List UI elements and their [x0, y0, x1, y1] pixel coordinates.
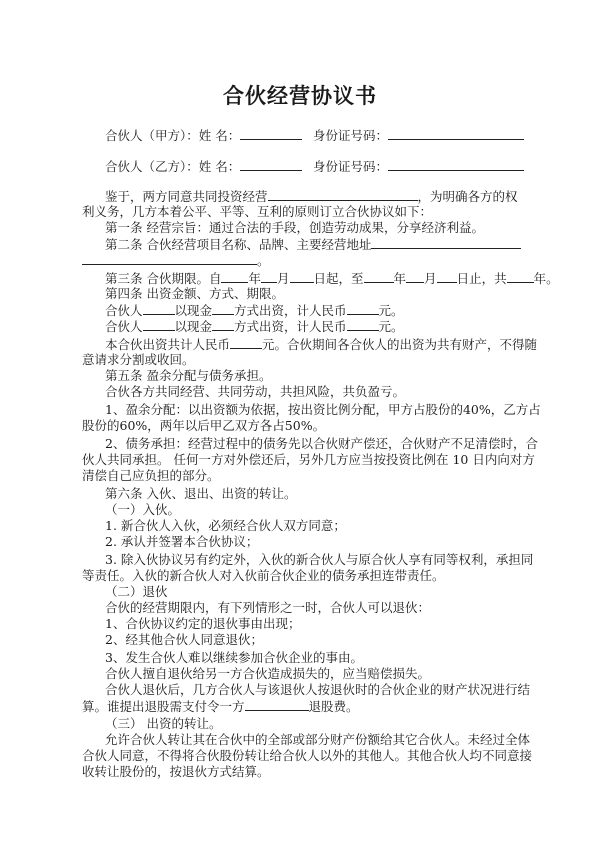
line-text: 。 [257, 253, 270, 268]
fill-in-blank[interactable] [290, 270, 314, 283]
agreement-line [105, 436, 538, 452]
party-a-name-field[interactable] [240, 127, 302, 140]
agreement-line [105, 486, 296, 502]
agreement-line [82, 452, 535, 468]
line-text: 2. 承认并签署本合伙协议； [105, 534, 259, 549]
party-a-id-field[interactable] [388, 127, 524, 140]
line-text: 方式出资，计人民币 [234, 303, 347, 318]
agreement-line [82, 568, 445, 584]
line-text: 2、债务承担：经营过程中的债务先以合伙财产偿还，合伙财产不足清偿时，合 [105, 436, 538, 451]
agreement-line [105, 616, 300, 632]
line-text: 年 [248, 271, 261, 286]
fill-in-blank[interactable] [268, 188, 418, 201]
line-text: 1、盈余分配：以出资额为依据，按出资比例分配，甲方占股份的40%，乙方占 [105, 402, 541, 417]
fill-in-blank[interactable] [261, 270, 277, 283]
agreement-line [105, 518, 346, 534]
fill-in-blank[interactable] [82, 252, 257, 265]
agreement-line [82, 698, 359, 714]
line-text: 意请求分割或收回。 [82, 352, 195, 367]
line-text: 第五条 盈余分配与债务承担。 [105, 368, 272, 383]
agreement-line [105, 732, 530, 748]
line-text: 1、合伙协议约定的退伙事由出现； [105, 616, 301, 631]
line-text: 第六条 入伙、退出、出资的转让。 [105, 486, 297, 501]
agreement-line [82, 352, 195, 368]
line-text: 以现金 [174, 303, 213, 318]
party-b-row [105, 158, 302, 175]
line-text: 年。 [533, 271, 559, 286]
party-b-name-field[interactable] [240, 158, 302, 171]
line-text: 3. 除入伙协议另有约定外，入伙的新合伙人与原合伙人享有同等权利，承担同 [105, 552, 534, 567]
line-text: 合伙人 [105, 319, 143, 334]
line-text: 第四条 出资金额、方式、期限。 [105, 286, 284, 301]
line-text: 合伙人同意，不得将合伙股份转让给合伙人以外的其他人。其他合伙人均不同意接 [82, 748, 533, 763]
agreement-line [105, 666, 430, 682]
fill-in-blank[interactable] [347, 318, 379, 331]
party-a-name-label: 合伙人（甲方）：姓 名： [105, 128, 241, 143]
fill-in-blank[interactable] [230, 336, 262, 349]
line-text: 利义务，几方本着公平、平等、互利的原则订立合伙协议如下： [82, 204, 433, 219]
line-text: 月 [277, 271, 290, 286]
line-text: 清偿自己应负担的部分。 [82, 468, 220, 483]
agreement-line [105, 270, 559, 286]
fill-in-blank[interactable] [212, 302, 234, 315]
fill-in-blank[interactable] [371, 236, 521, 249]
party-b-id-row [313, 158, 524, 175]
line-text: （三） 出资的转让。 [105, 716, 222, 731]
line-text: 第二条 合伙经营项目名称、品牌、主要经营地址 [105, 237, 372, 252]
line-text: 2、经其他合伙人同意退伙； [105, 632, 263, 647]
agreement-line [105, 682, 530, 698]
line-text: 1. 新合伙人入伙，必须经合伙人双方同意； [105, 518, 346, 533]
line-text: ，为明确各方的权 [417, 189, 518, 204]
agreement-line [105, 336, 537, 352]
agreement-line [105, 220, 484, 236]
line-text: （一）入伙。 [105, 502, 181, 517]
fill-in-blank[interactable] [245, 698, 309, 711]
fill-in-blank[interactable] [437, 270, 457, 283]
line-text: 等责任。入伙的新合伙人对入伙前合伙企业的债务承担连带责任。 [82, 568, 445, 583]
agreement-line [105, 632, 263, 648]
agreement-line [105, 368, 271, 384]
fill-in-blank[interactable] [364, 270, 394, 283]
agreement-line [105, 552, 533, 568]
fill-in-blank[interactable] [212, 318, 234, 331]
line-text: 元。合伙期间各合伙人的出资为共有财产，不得随 [262, 337, 538, 352]
agreement-line [82, 252, 270, 268]
agreement-line [105, 188, 518, 204]
agreement-line [105, 236, 521, 252]
line-text: 鉴于，两方同意共同投资经营 [105, 189, 268, 204]
line-text: 3、发生合伙人难以继续参加合伙企业的事由。 [105, 650, 363, 665]
line-text: 收转让股份的，按退伙方式结算。 [82, 764, 270, 779]
fill-in-blank[interactable] [221, 270, 248, 283]
agreement-line [105, 502, 180, 518]
line-text: 第一条 经营宗旨：通过合法的手段，创造劳动成果，分享经济利益。 [105, 220, 484, 235]
line-text: 合伙各方共同经营、共同劳动，共担风险，共负盈亏。 [105, 384, 406, 399]
party-a-row [105, 127, 302, 144]
agreement-line [82, 748, 532, 764]
agreement-line [82, 468, 220, 484]
agreement-line [82, 204, 432, 220]
party-a-id-row [313, 127, 524, 144]
line-text: 元。 [378, 303, 404, 318]
agreement-line [105, 600, 430, 616]
line-text: 年 [393, 271, 407, 286]
fill-in-blank[interactable] [507, 270, 534, 283]
fill-in-blank[interactable] [143, 302, 175, 315]
agreement-line [105, 318, 404, 334]
party-b-name-label: 合伙人（乙方）：姓 名： [105, 159, 241, 174]
agreement-line [105, 716, 221, 732]
agreement-line [105, 534, 258, 550]
agreement-line [105, 302, 404, 318]
fill-in-blank[interactable] [143, 318, 175, 331]
line-text: 伙人共同承担。 任何一方对外偿还后，另外几方应当按投资比例在 10 日内向对方 [82, 452, 535, 467]
party-a-id-label: 身份证号码： [313, 128, 389, 143]
line-text: 股份的60%，两年以后甲乙双方各占50%。 [82, 418, 326, 433]
line-text: 第三条 合伙期限。自 [105, 271, 222, 286]
line-text: 以现金 [174, 319, 213, 334]
line-text: 允许合伙人转让其在合伙中的全部或部分财产份额给其它合伙人。未经过全体 [105, 732, 531, 747]
agreement-line [82, 764, 270, 780]
agreement-line [105, 584, 168, 600]
agreement-line [105, 286, 284, 302]
line-text: 日起，至 [313, 271, 364, 286]
party-b-id-field[interactable] [388, 158, 524, 171]
agreement-line [105, 384, 405, 400]
line-text: 月 [424, 271, 437, 286]
line-text: 算。谁提出退股需支付令一方 [82, 699, 245, 714]
line-text: 合伙人 [105, 303, 143, 318]
party-b-id-label: 身份证号码： [313, 159, 389, 174]
fill-in-blank[interactable] [347, 302, 379, 315]
line-text: 方式出资，计人民币 [234, 319, 347, 334]
agreement-line [105, 650, 363, 666]
fill-in-blank[interactable] [406, 270, 424, 283]
line-text: （二）退伙 [105, 584, 168, 599]
line-text: 合伙人擅自退伙给另一方合伙造成损失的，应当赔偿损失。 [105, 666, 431, 681]
agreement-line [105, 402, 541, 418]
line-text: 日止，共 [456, 271, 507, 286]
line-text: 合伙人退伙后，几方合伙人与该退伙人按退伙时的合伙企业的财产状况进行结 [105, 682, 531, 697]
agreement-line [82, 418, 325, 434]
document-title: 合伙经营协议书 [223, 84, 377, 108]
line-text: 合伙的经营期限内，有下列情形之一时，合伙人可以退伙： [105, 600, 431, 615]
line-text: 退股费。 [308, 699, 359, 714]
line-text: 本合伙出资共计人民币 [105, 337, 231, 352]
line-text: 元。 [378, 319, 404, 334]
